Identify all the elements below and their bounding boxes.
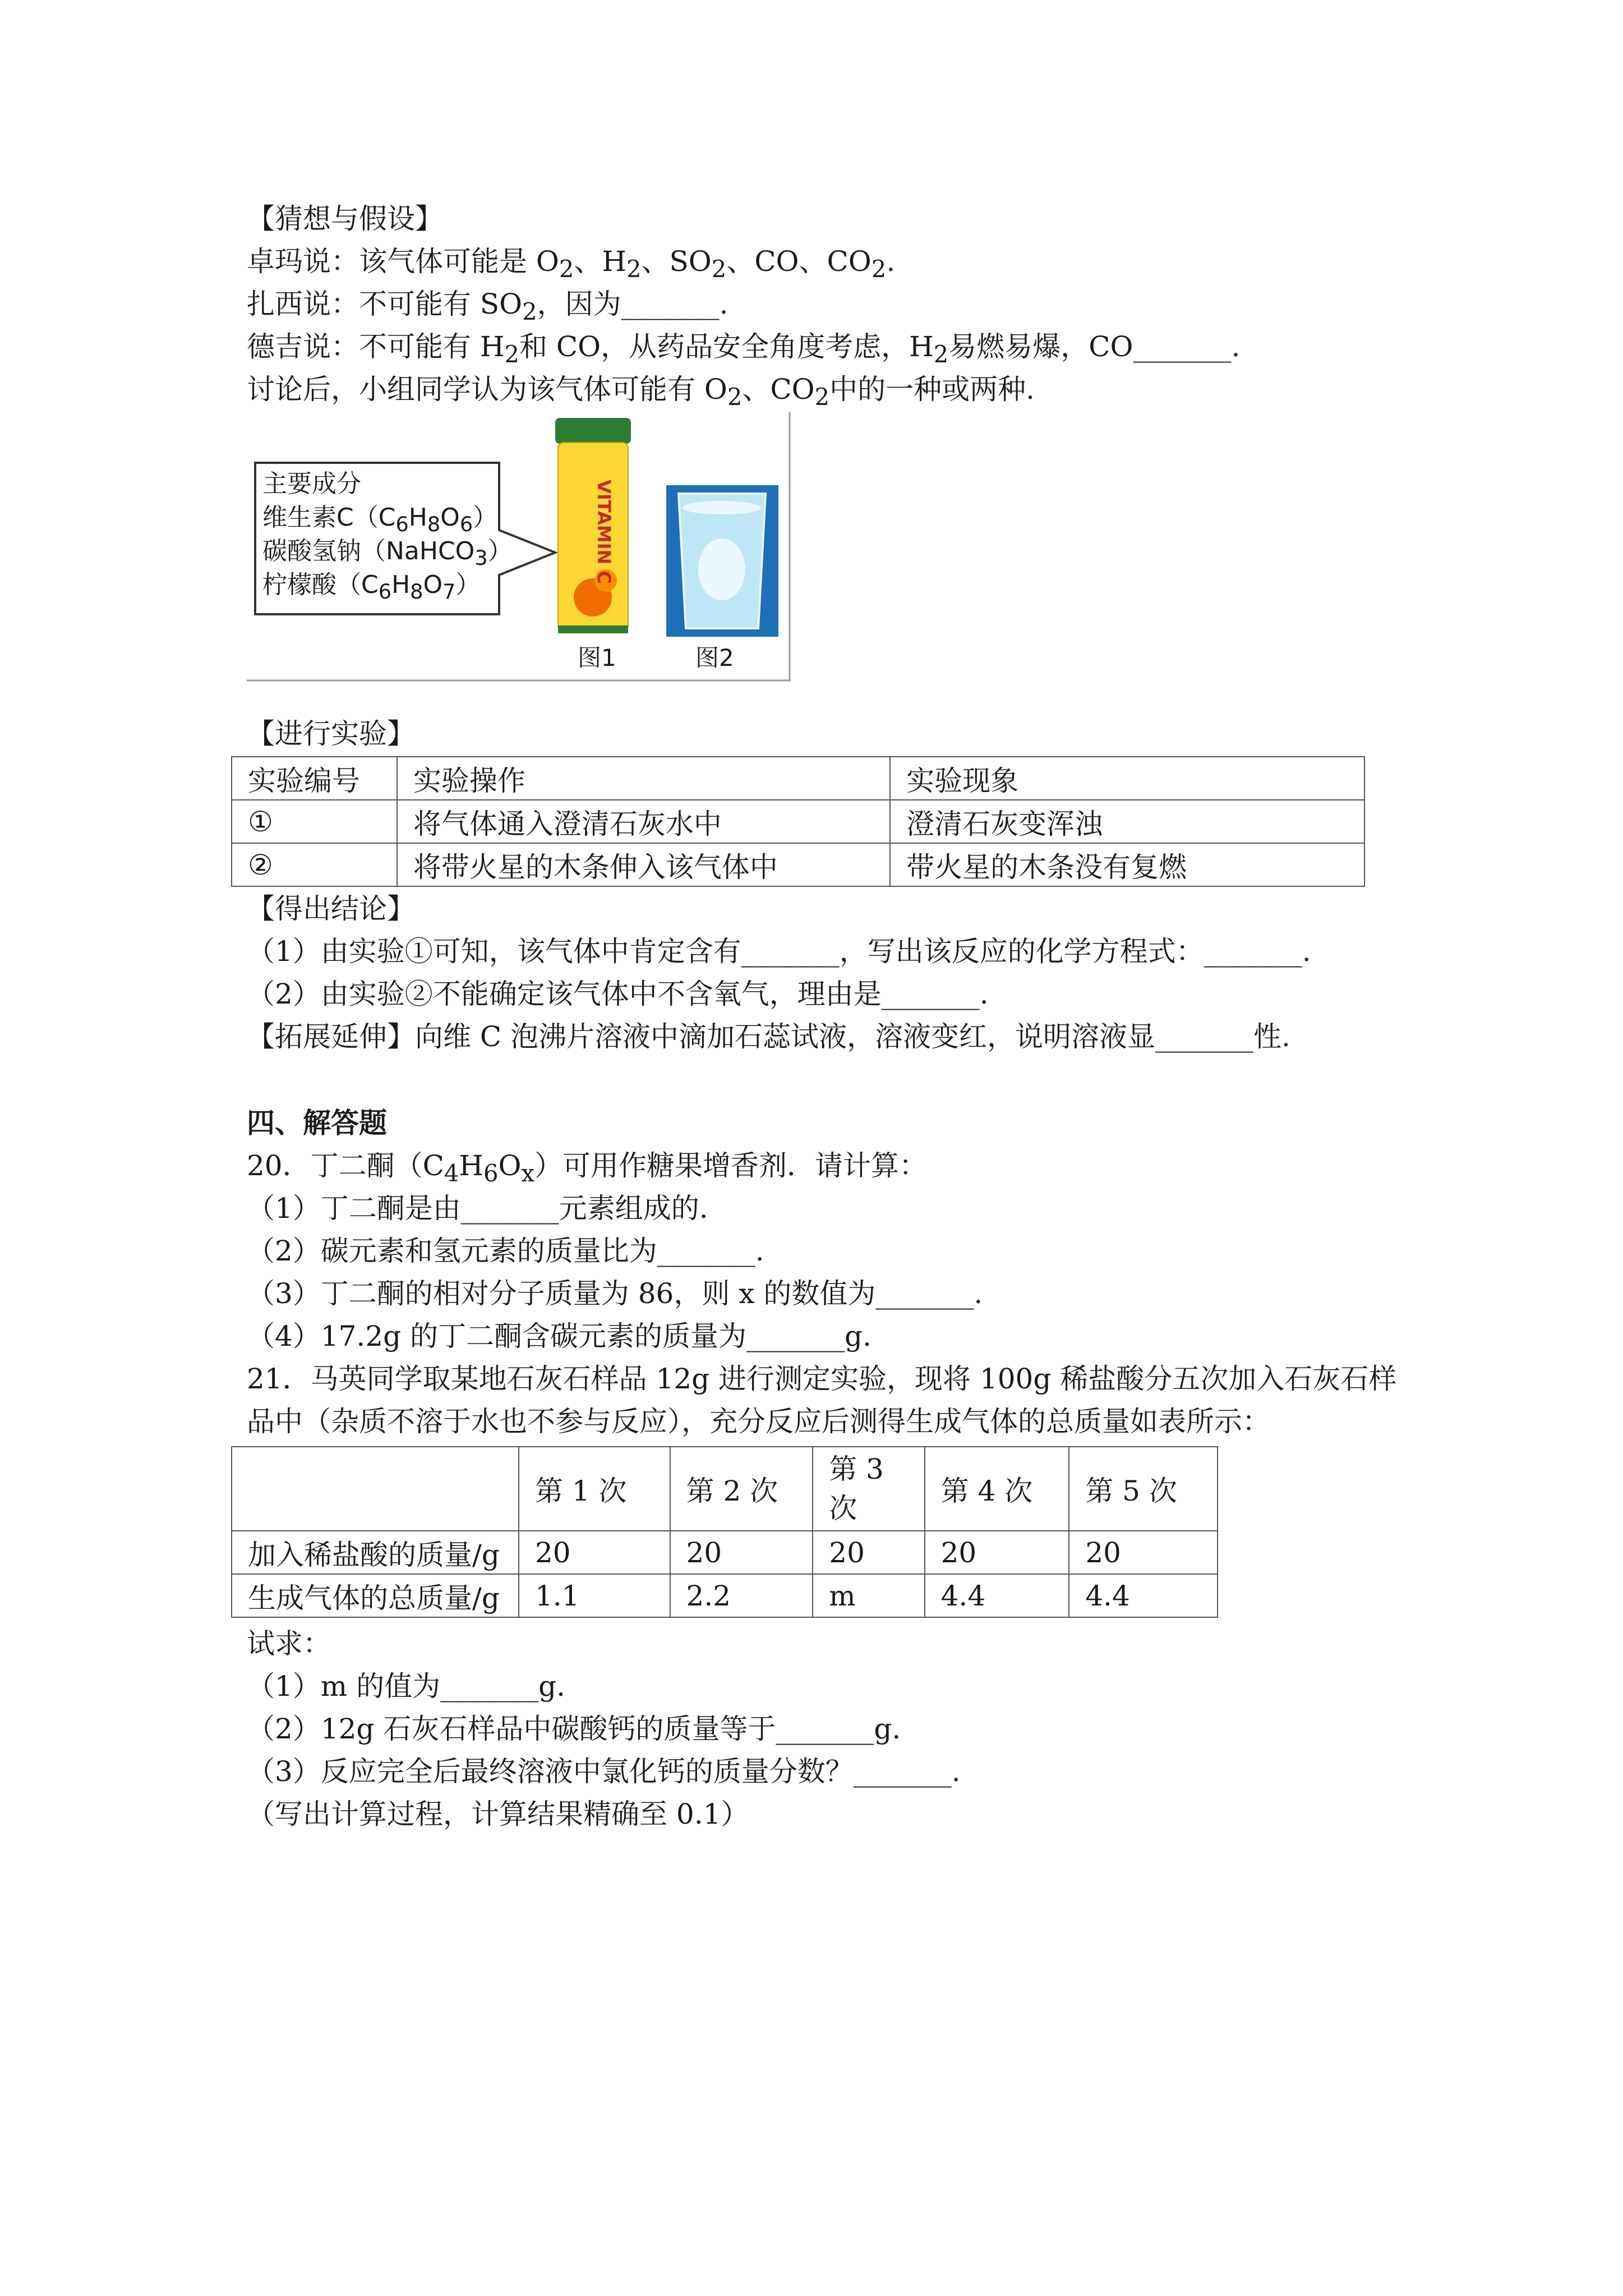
- table-cell: 澄清石灰变浑浊: [890, 800, 1364, 843]
- extension-line: [247, 1020, 1290, 1053]
- table-row: [232, 800, 1364, 843]
- answer-part-2: （2）12g 石灰石样品中碳酸钙的质量等于_______g.: [247, 1713, 901, 1745]
- table-cell: 1.1: [519, 1574, 670, 1617]
- conclusion-heading: 【得出结论】: [247, 892, 415, 925]
- zhaxi-statement: 扎西说：不可能有 $SO_2$，因为_______.: [247, 288, 728, 325]
- experiment-table: [231, 756, 1365, 887]
- question-20-part-3: （3）丁二酮的相对分子质量为 86，则 x 的数值为_______.: [247, 1277, 983, 1310]
- ingredient-figure: [247, 412, 791, 682]
- question-21-line-1: 21．马英同学取某地石灰石样品 12g 进行测定实验，现将 100g 稀盐酸分五次加入石灰石样: [247, 1363, 1397, 1395]
- vitamin-tube-image: [555, 418, 631, 633]
- experiment-heading: 【进行实验】: [247, 717, 415, 750]
- table-header-cell: 第 2 次: [670, 1447, 813, 1531]
- figure-label-2: 图2: [695, 644, 734, 671]
- question-20: 20．丁二酮$(C_4H_6O_x)$可用作糖果增香剂．请计算：: [247, 1149, 928, 1187]
- glass-image: [666, 485, 778, 637]
- table-cell: 20: [1069, 1531, 1218, 1574]
- table-header-cell: 实验编号: [232, 757, 397, 800]
- table-cell: 4.4: [1069, 1574, 1218, 1617]
- calculation-note: （写出计算过程，计算结果精确至 0.1）: [247, 1798, 749, 1830]
- conclusion-2: （2）由实验②不能确定该气体中不含氧气，理由是_______.: [247, 978, 989, 1010]
- table-cell: 将气体通入澄清石灰水中: [397, 800, 890, 843]
- table-cell: ①: [232, 800, 397, 843]
- table-header-cell: 实验现象: [890, 757, 1364, 800]
- ingredient-sodium-bicarbonate: 碳酸氢钠（NaHCO$_3$）: [262, 537, 513, 570]
- table-row: [232, 1574, 1218, 1617]
- table-cell: 将带火星的木条伸入该气体中: [397, 843, 890, 886]
- discussion-statement: 讨论后，小组同学认为该气体可能有 $O_2$、$CO_2$中的一种或两种.: [247, 373, 1035, 411]
- table-cell: 20: [925, 1531, 1069, 1574]
- question-20-part-2: （2）碳元素和氢元素的质量比为_______.: [247, 1235, 764, 1267]
- answer-part-1: （1）m 的值为_______g.: [247, 1670, 566, 1703]
- table-cell: ②: [232, 843, 397, 886]
- table-header-cell: 第 1 次: [519, 1447, 670, 1531]
- table-cell: 2.2: [670, 1574, 813, 1617]
- table-header-row: [232, 757, 1364, 800]
- ingredient-citric-acid: 柠檬酸$(C_6H_8O_7)$: [262, 570, 481, 604]
- question-20-part-1: （1）丁二酮是由_______元素组成的.: [247, 1192, 708, 1225]
- table-header-cell: 第 4 次: [925, 1447, 1069, 1531]
- table-header-cell: 第 3 次: [813, 1447, 924, 1531]
- table-header-cell: 第 5 次: [1069, 1447, 1218, 1531]
- table-header-row: [232, 1447, 1218, 1531]
- table-cell: 加入稀盐酸的质量/g: [232, 1531, 519, 1574]
- ingredient-vitamin-c: 维生素$C(C_6H_8O_6)$: [262, 503, 498, 536]
- section-title: 四、解答题: [247, 1107, 387, 1139]
- extension-text: 向维 C 泡沸片溶液中滴加石蕊试液，溶液变红，说明溶液显_______性.: [415, 1020, 1290, 1053]
- deji-statement: 德吉说：不可能有 $H_2$和 CO，从药品安全角度考虑，$H_2$易燃易爆，CO_______.: [247, 330, 1241, 368]
- zhuoma-statement: 卓玛说：该气体可能是 $O_2$、$H_2$、$SO_2$、CO、$CO_2$.: [247, 245, 896, 283]
- table-header-cell: 实验操作: [397, 757, 890, 800]
- table-cell: 带火星的木条没有复燃: [890, 843, 1364, 886]
- box-title: 主要成分: [262, 470, 361, 498]
- table-cell: 20: [519, 1531, 670, 1574]
- question-21-line-2: 品中（杂质不溶于水也不参与反应），充分反应后测得生成气体的总质量如表所示：: [247, 1405, 1270, 1438]
- table-row: [232, 1531, 1218, 1574]
- table-row: [232, 843, 1364, 886]
- question-20-part-4: （4）17.2g 的丁二酮含碳元素的质量为_______g.: [247, 1320, 872, 1352]
- table-cell: 20: [813, 1531, 924, 1574]
- table-cell: m: [813, 1574, 924, 1617]
- table-cell: 20: [670, 1531, 813, 1574]
- table-cell: 4.4: [925, 1574, 1069, 1617]
- conclusion-1: （1）由实验①可知，该气体中肯定含有_______，写出该反应的化学方程式：_______.: [247, 935, 1311, 968]
- hypothesis-heading: 【猜想与假设】: [247, 203, 443, 235]
- table-header-cell: [232, 1447, 519, 1531]
- answer-part-3: （3）反应完全后最终溶液中氯化钙的质量分数？_______.: [247, 1755, 961, 1788]
- tube-label: VITAMIN C: [593, 480, 615, 584]
- ask-label: 试求：: [247, 1627, 331, 1660]
- figure-label-1: 图1: [578, 644, 616, 671]
- table-cell: 生成气体的总质量/g: [232, 1574, 519, 1617]
- results-table: [231, 1446, 1218, 1618]
- extension-heading: 【拓展延伸】: [247, 1020, 415, 1053]
